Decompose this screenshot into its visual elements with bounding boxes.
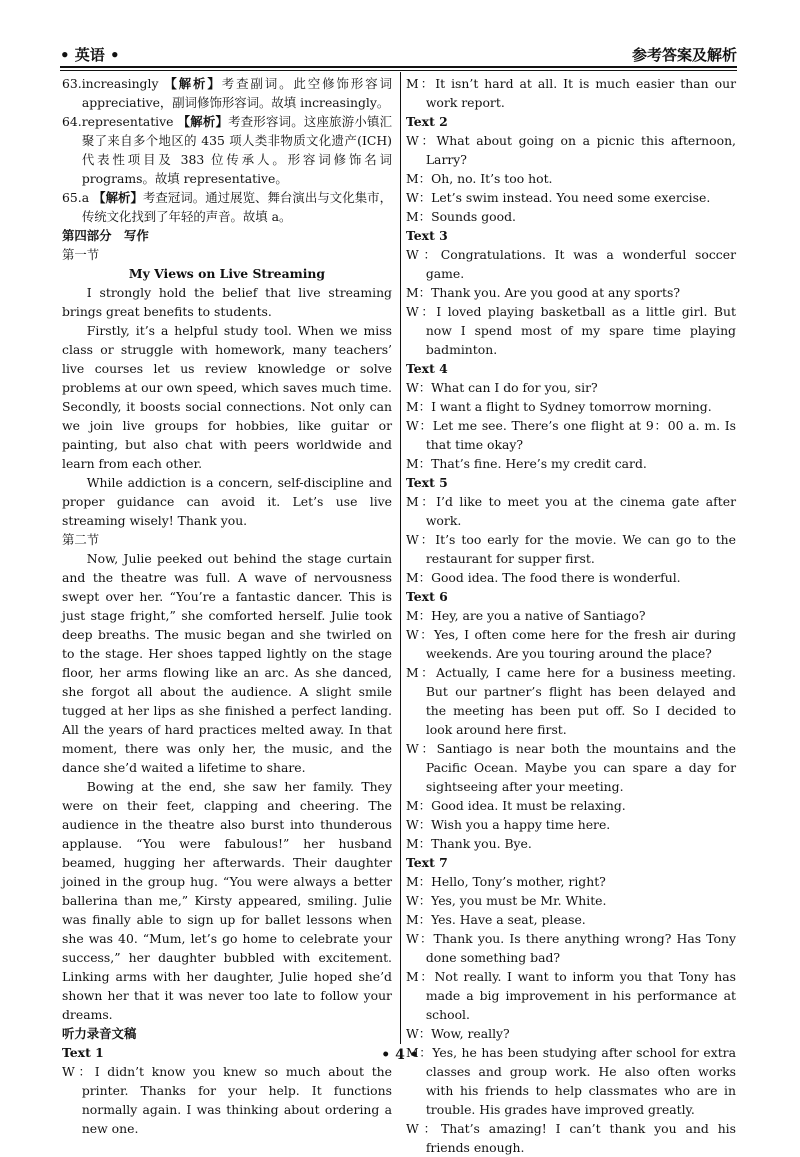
dialogue-line: W：Congratulations. It was a wonderful soccer game. (406, 247, 736, 281)
essay-title: My Views on Live Streaming (128, 266, 326, 281)
column-divider (400, 72, 401, 1044)
dialogue-line: W：Yes, you must be Mr. White. (406, 893, 607, 908)
header-rule-thin (60, 70, 737, 71)
dialogue-line: W：What about going on a picnic this afternoon, Larry? (406, 133, 736, 167)
dialogue-line: M：That’s fine. Here’s my credit card. (406, 456, 647, 471)
text-heading: Text 3 (406, 228, 448, 243)
dialogue-line: M：I’d like to meet you at the cinema gate after work. (406, 494, 736, 528)
subject-label: • 英语 • (60, 46, 120, 64)
listening-heading: 听力录音文稿 (62, 1026, 137, 1041)
section-heading: 第二节 (62, 532, 100, 547)
dialogue-line: M：Oh, no. It’s too hot. (406, 171, 553, 186)
dialogue-line: M：Hey, are you a native of Santiago? (406, 608, 646, 623)
story-paragraph: Now, Julie peeked out behind the stage curtain and the theatre was full. A wave of nervousness swept over her. “You’re a fantastic dancer. This is just stage fright,” she comforted herself. Julie took deep breaths. The music began and she twirled on to the stage. Her shoes tapped lightly on the stage floor, her arms flowing like an arc. As she danced, she forgot all about the audience. A slight smile tugged at her lips as she finished a perfect landing. All the years of hard practices melted away. In that moment, there was only her, the music, and the dance she’d waited a lifetime to share. (62, 551, 392, 775)
dialogue-line: W：Santiago is near both the mountains and the Pacific Ocean. Maybe you can spare a day for sightseeing after your meeting. (406, 741, 736, 794)
header-rule-thick (60, 66, 737, 68)
dialogue-line: W：What can I do for you, sir? (406, 380, 598, 395)
essay-paragraph: I strongly hold the belief that live streaming brings great benefits to students. (62, 285, 392, 319)
dialogue-line: M：I want a flight to Sydney tomorrow morning. (406, 399, 712, 414)
dialogue-line: M：Sounds good. (406, 209, 516, 224)
right-column (406, 74, 736, 1157)
dialogue-line: M：Yes. Have a seat, please. (406, 912, 586, 927)
page-number: • 4 • (381, 1047, 419, 1063)
dialogue-line: W：Let’s swim instead. You need some exercise. (406, 190, 711, 205)
dialogue-line: M：Good idea. It must be relaxing. (406, 798, 626, 813)
dialogue-line: W：I didn’t know you knew so much about the printer. Thanks for your help. It functions normally again. I was thinking about ordering a new one. (62, 1064, 392, 1136)
dialogue-line: W：I loved playing basketball as a little girl. But now I spend most of my spare time playing badminton. (406, 304, 736, 357)
answer-item: 63.increasingly 【解析】考查副词。此空修饰形容词appreciative，副词修饰形容词。故填 increasingly。 (62, 76, 393, 110)
dialogue-line: M：Not really. I want to inform you that Tony has made a big improvement in his performance at school. (406, 969, 736, 1022)
part-heading: 第四部分 写作 (62, 228, 149, 243)
text-heading: Text 4 (406, 361, 448, 376)
text-heading: Text 6 (406, 589, 448, 604)
text-heading: Text 1 (62, 1045, 104, 1060)
dialogue-line: M：Thank you. Are you good at any sports? (406, 285, 680, 300)
dialogue-line: W：Let me see. There’s one flight at 9：00 a. m. Is that time okay? (406, 418, 736, 452)
dialogue-line: W：Wish you a happy time here. (406, 817, 611, 832)
text-heading: Text 5 (406, 475, 448, 490)
left-column (62, 74, 392, 1138)
dialogue-line: W：Yes, I often come here for the fresh air during weekends. Are you touring around the place? (406, 627, 736, 661)
dialogue-line: W：It’s too early for the movie. We can go to the restaurant for supper first. (406, 532, 736, 566)
dialogue-line: M：Good idea. The food there is wonderful. (406, 570, 681, 585)
story-paragraph: Bowing at the end, she saw her family. They were on their feet, clapping and cheering. The audience in the theatre also burst into thunderous applause. “You were fabulous!” her husband beamed, hugging her afterwards. Their daughter joined in the group hug. “You were always a better ballerina than me,” Kirsty appeared, smiling. Julie was finally able to sign up for ballet lessons when she was 40. “Mum, let’s go home to celebrate your success,” her daughter bubbled with excitement. Linking arms with her daughter, Julie hoped she’d shown her that it was never too late to follow your dreams. (62, 779, 392, 1022)
dialogue-line: W：Wow, really? (406, 1026, 510, 1041)
dialogue-line: W：Thank you. Is there anything wrong? Has Tony done something bad? (406, 931, 736, 965)
dialogue-line: M：Thank you. Bye. (406, 836, 532, 851)
answer-item: 64.representative 【解析】考查形容词。这座旅游小镇汇聚了来自多个地区的 435 项人类非物质文化遗产(ICH)代表性项目及 383 位传承人。形容词修饰名词 programs。故填 representative。 (62, 114, 393, 186)
essay-paragraph: While addiction is a concern, self-discipline and proper guidance can avoid it. Let’s use live streaming wisely! Thank you. (62, 475, 392, 528)
dialogue-line: M：It isn’t hard at all. It is much easier than our work report. (406, 76, 736, 110)
section-label: 参考答案及解析 (631, 46, 737, 64)
essay-paragraph: Firstly, it’s a helpful study tool. When we miss class or struggle with homework, many teachers’ live courses let us review knowledge or solve problems at our own speed, which saves much time. Secondly, it boosts social connections. Not only can we join live groups for hobbies, like guitar or painting, but also chat with peers worldwide and learn from each other. (62, 323, 392, 471)
dialogue-line: W：That’s amazing! I can’t thank you and his friends enough. (406, 1121, 736, 1155)
section-heading: 第一节 (62, 247, 100, 262)
dialogue-line: M：Hello, Tony’s mother, right? (406, 874, 606, 889)
text-heading: Text 7 (406, 855, 448, 870)
text-heading: Text 2 (406, 114, 448, 129)
dialogue-line: M：Actually, I came here for a business meeting. But our partner’s flight has been delayed and the meeting has been put off. So I decided to look around here first. (406, 665, 736, 737)
page-header (60, 40, 737, 66)
answer-item: 65.a 【解析】考查冠词。通过展览、舞台演出与文化集市，传统文化找到了年轻的声音。故填 a。 (62, 190, 393, 224)
dialogue-line: M：Yes, he has been studying after school for extra classes and group work. He also often works with his friends to help classmates who are in trouble. His grades have improved greatly. (406, 1045, 736, 1117)
